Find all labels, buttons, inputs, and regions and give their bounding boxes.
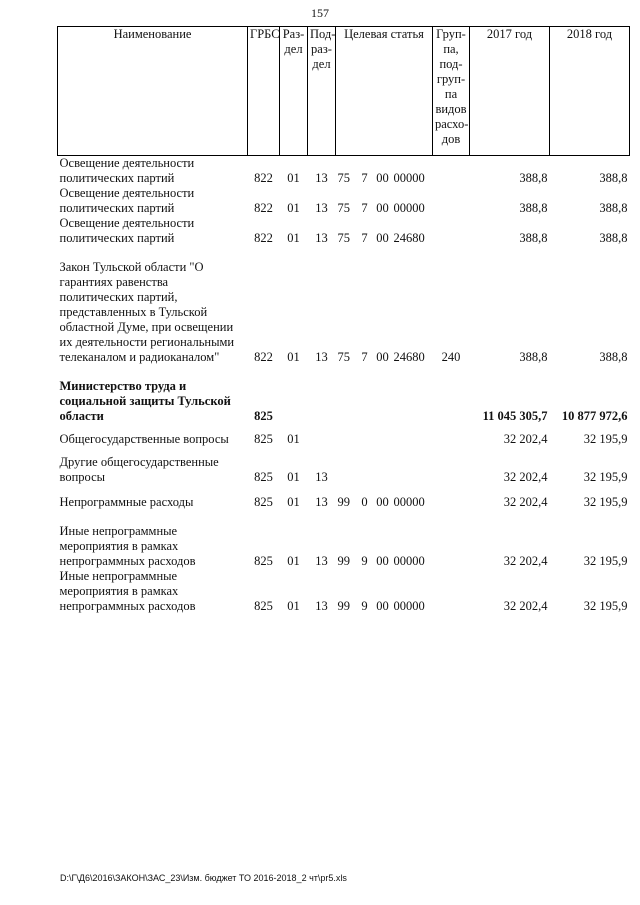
target-part-3: 00 <box>376 350 389 364</box>
row-target-article <box>336 216 433 246</box>
row-razdel: 01 <box>287 432 300 446</box>
row-2018: 32 195,9 <box>583 599 628 613</box>
target-part-3: 00 <box>376 171 389 185</box>
target-part-2: 7 <box>361 171 368 185</box>
row-2017: 32 202,4 <box>503 599 548 613</box>
row-razdel: 01 <box>287 350 300 364</box>
row-name: Освещение деятельности политических партий <box>59 156 195 185</box>
row-spacer <box>58 424 630 432</box>
target-part-3: 00 <box>376 554 389 568</box>
row-target-article <box>336 186 433 216</box>
row-podrazdel <box>308 379 336 424</box>
row-grbs: 822 <box>254 171 273 185</box>
row-razdel: 01 <box>287 231 300 245</box>
table-row <box>58 379 630 424</box>
target-part-2: 7 <box>361 231 368 245</box>
row-group <box>433 455 470 485</box>
target-part-4: 00000 <box>393 554 425 568</box>
row-2018: 32 195,9 <box>583 495 628 509</box>
row-name: Освещение деятельности политических партий <box>59 216 195 245</box>
row-target-article <box>336 524 433 569</box>
row-grbs: 825 <box>254 470 273 484</box>
row-target-article <box>336 432 433 447</box>
row-target-article <box>336 156 433 187</box>
row-group <box>433 216 470 246</box>
row-name: Иные непрограммные мероприятия в рамках непрограммных расходов <box>59 569 196 613</box>
row-target-article <box>336 379 433 424</box>
row-razdel: 01 <box>287 599 300 613</box>
table-row <box>58 186 630 216</box>
row-target-article <box>336 495 433 510</box>
table-row <box>58 495 630 510</box>
target-part-1: 99 <box>337 495 350 509</box>
table-header-row <box>58 27 630 156</box>
row-razdel: 01 <box>287 495 300 509</box>
row-group <box>433 569 470 614</box>
row-2017: 11 045 305,7 <box>482 409 548 423</box>
row-2017: 388,8 <box>519 350 548 364</box>
row-group <box>433 156 470 187</box>
target-part-2: 9 <box>361 554 368 568</box>
row-target-article <box>336 569 433 614</box>
budget-table <box>57 26 630 614</box>
header-group: Груп- па, под- груп- па видов расхо- дов <box>433 27 470 156</box>
row-podrazdel: 13 <box>315 231 328 245</box>
target-part-4: 00000 <box>393 201 425 215</box>
row-razdel <box>280 379 308 424</box>
row-razdel: 01 <box>287 201 300 215</box>
row-grbs: 825 <box>254 432 273 446</box>
row-podrazdel: 13 <box>315 201 328 215</box>
row-2018: 32 195,9 <box>583 554 628 568</box>
row-2017: 32 202,4 <box>503 554 548 568</box>
row-group <box>433 379 470 424</box>
row-podrazdel: 13 <box>315 495 328 509</box>
target-part-2: 7 <box>361 201 368 215</box>
row-group <box>433 495 470 510</box>
row-podrazdel: 13 <box>315 599 328 613</box>
header-2018: 2018 год <box>550 27 630 156</box>
row-2017: 32 202,4 <box>503 495 548 509</box>
row-target-article <box>336 455 433 485</box>
target-part-4: 24680 <box>393 350 425 364</box>
row-razdel: 01 <box>287 470 300 484</box>
row-group <box>433 432 470 447</box>
row-spacer <box>58 447 630 455</box>
target-part-2: 7 <box>361 350 368 364</box>
row-name: Непрограммные расходы <box>59 495 194 509</box>
row-2018: 10 877 972,6 <box>561 409 628 423</box>
table-row <box>58 216 630 246</box>
row-2017: 388,8 <box>519 201 548 215</box>
row-2018: 388,8 <box>599 201 628 215</box>
row-grbs: 825 <box>254 495 273 509</box>
target-part-4: 00000 <box>393 599 425 613</box>
row-2018: 32 195,9 <box>583 470 628 484</box>
row-podrazdel: 13 <box>315 470 328 484</box>
row-2018: 388,8 <box>599 350 628 364</box>
header-name: Наименование <box>58 27 248 156</box>
row-grbs: 822 <box>254 201 273 215</box>
table-body <box>58 156 630 615</box>
row-spacer <box>58 485 630 495</box>
page-number: 157 <box>311 6 329 20</box>
row-2018: 32 195,9 <box>583 432 628 446</box>
row-group <box>433 186 470 216</box>
row-name: Освещение деятельности политических партий <box>59 186 195 215</box>
table-row <box>58 455 630 485</box>
row-name: Общегосударственные вопросы <box>59 432 229 446</box>
row-grbs: 822 <box>254 231 273 245</box>
row-2018: 388,8 <box>599 171 628 185</box>
row-2017: 388,8 <box>519 171 548 185</box>
row-group <box>433 524 470 569</box>
row-2018: 388,8 <box>599 231 628 245</box>
target-part-1: 75 <box>337 201 350 215</box>
target-part-4: 00000 <box>393 171 425 185</box>
row-razdel: 01 <box>287 554 300 568</box>
row-grbs: 825 <box>254 409 273 423</box>
row-grbs: 822 <box>254 350 273 364</box>
row-spacer <box>58 365 630 379</box>
target-part-2: 0 <box>361 495 368 509</box>
row-2017: 32 202,4 <box>503 432 548 446</box>
target-part-2: 9 <box>361 599 368 613</box>
target-part-1: 75 <box>337 231 350 245</box>
row-name: Иные непрограммные мероприятия в рамках непрограммных расходов <box>59 524 196 568</box>
row-grbs: 825 <box>254 554 273 568</box>
table-row <box>58 432 630 447</box>
target-part-3: 00 <box>376 201 389 215</box>
target-part-4: 24680 <box>393 231 425 245</box>
row-2017: 388,8 <box>519 231 548 245</box>
target-part-1: 75 <box>337 171 350 185</box>
target-part-3: 00 <box>376 599 389 613</box>
target-part-1: 99 <box>337 554 350 568</box>
header-target: Целевая статья <box>336 27 433 156</box>
row-spacer <box>58 510 630 524</box>
row-name: Другие общегосударственные вопросы <box>59 455 219 484</box>
row-2017: 32 202,4 <box>503 470 548 484</box>
row-spacer <box>58 246 630 260</box>
header-podrazdel: Под- раз- дел <box>308 27 336 156</box>
row-podrazdel <box>308 432 336 447</box>
row-podrazdel: 13 <box>315 554 328 568</box>
target-part-3: 00 <box>376 231 389 245</box>
row-razdel: 01 <box>287 171 300 185</box>
row-name: Закон Тульской области "О гарантиях равенства политических партий, представленных в Тульской областной Думе, при освещении их деятельности региональными телеканалом и радиоканалом" <box>59 260 235 364</box>
table-row <box>58 524 630 569</box>
row-name: Министерство труда и социальной защиты Тульской области <box>59 379 231 423</box>
table-row <box>58 156 630 187</box>
target-part-4: 00000 <box>393 495 425 509</box>
target-part-1: 99 <box>337 599 350 613</box>
target-part-1: 75 <box>337 350 350 364</box>
table-row <box>58 569 630 614</box>
header-2017: 2017 год <box>470 27 550 156</box>
target-part-3: 00 <box>376 495 389 509</box>
row-podrazdel: 13 <box>315 350 328 364</box>
table-row <box>58 260 630 365</box>
footer-file-path: D:\Г\Д6\2016\ЗАКОН\ЗАС_23\Изм. бюджет ТО 2016-2018_2 чт\pr5.xls <box>60 873 347 883</box>
row-grbs: 825 <box>254 599 273 613</box>
header-razdel: Раз- дел <box>280 27 308 156</box>
header-grbs: ГРБС <box>248 27 280 156</box>
row-podrazdel: 13 <box>315 171 328 185</box>
row-target-article <box>336 260 433 365</box>
row-group: 240 <box>441 350 461 364</box>
